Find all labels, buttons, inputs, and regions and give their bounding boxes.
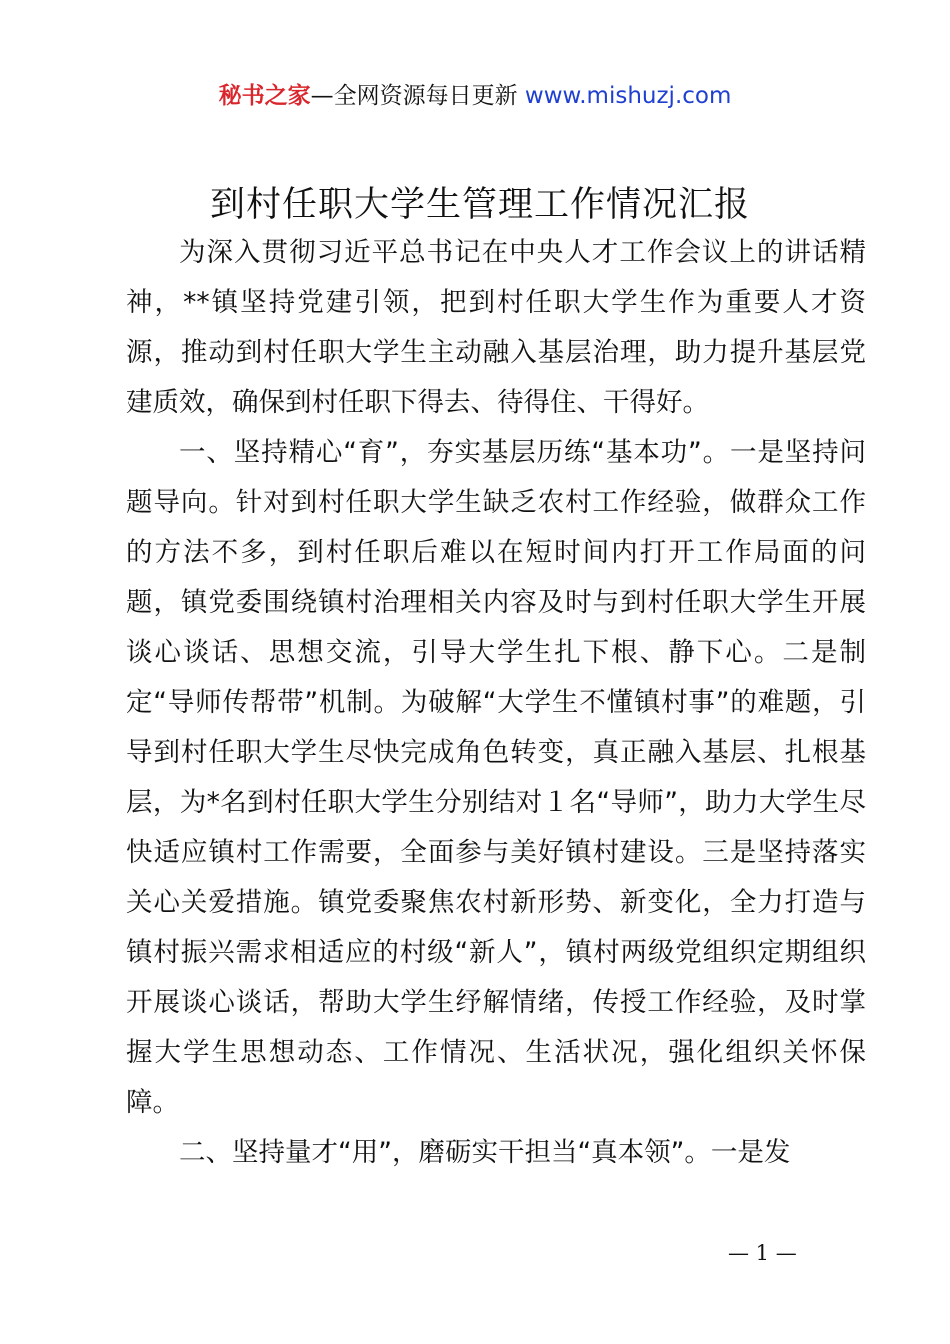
page-number: — 1 — (728, 1241, 797, 1265)
document-body (126, 228, 866, 1178)
site-url: www.mishuzj.com (524, 83, 732, 109)
site-banner (0, 78, 950, 114)
banner-slogan: —全网资源每日更新 (310, 83, 525, 109)
section-one-paragraph: 一、坚持精心“育”，夯实基层历练“基本功”。一是坚持问题导向。针对到村任职大学生缺乏农村工作经验，做群众工作的方法不多，到村任职后难以在短时间内打开工作局面的问题，镇党委围绕镇村治理相关内容及时与到村任职大学生开展谈心谈话、思想交流，引导大学生扎下根、静下心。二是制定“导师传帮带”机制。为破解“大学生不懂镇村事”的难题，引导到村任职大学生尽快完成角色转变，真正融入基层、扎根基层，为*名到村任职大学生分别结对１名“导师”，助力大学生尽快适应镇村工作需要，全面参与美好镇村建设。三是坚持落实关心关爱措施。镇党委聚焦农村新形势、新变化，全力打造与镇村振兴需求相适应的村级“新人”，镇村两级党组织定期组织开展谈心谈话，帮助大学生纾解情绪，传授工作经验，及时掌握大学生思想动态、工作情况、生活状况，强化组织关怀保障。 (126, 437, 866, 1118)
document-title: 到村任职大学生管理工作情况汇报 (209, 185, 750, 225)
brand-name: 秘书之家 (218, 83, 311, 109)
intro-paragraph: 为深入贯彻习近平总书记在中央人才工作会议上的讲话精神，**镇坚持党建引领，把到村任职大学生作为重要人才资源，推动到村任职大学生主动融入基层治理，助力提升基层党建质效，确保到村任职下得去、待得住、干得好。 (126, 237, 866, 418)
section-two-paragraph: 二、坚持量才“用”，磨砺实干担当“真本领”。一是发 (179, 1137, 791, 1168)
